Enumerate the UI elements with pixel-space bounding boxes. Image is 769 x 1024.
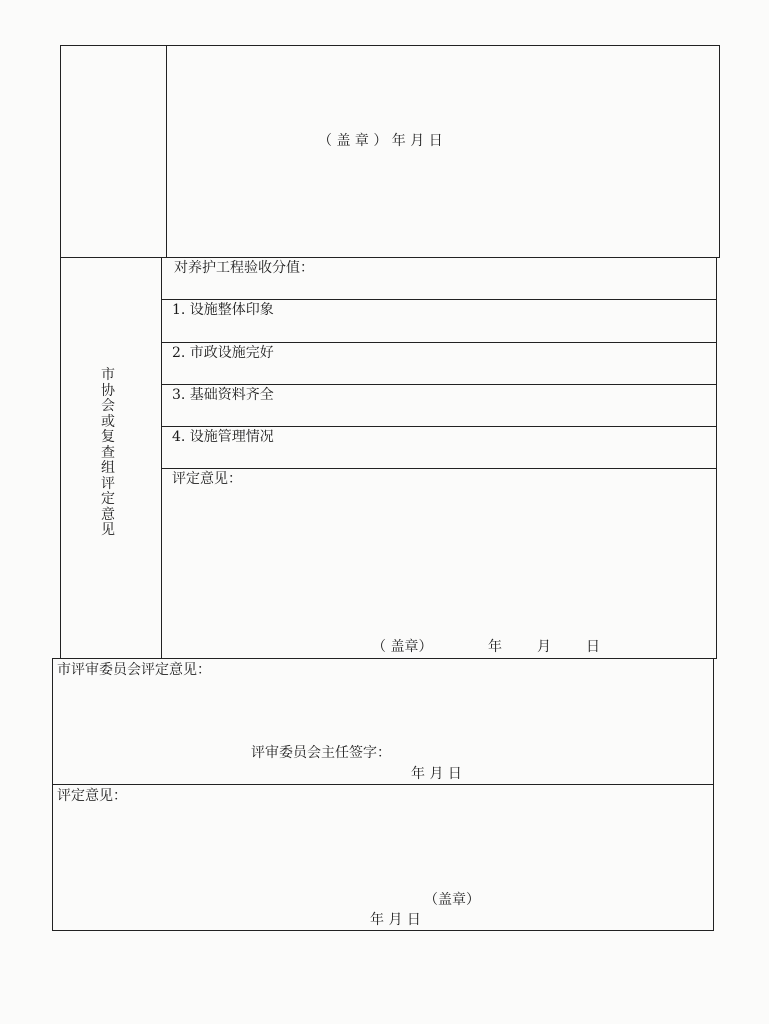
section2-day: 日 (586, 639, 600, 655)
section2-year: 年 (488, 639, 502, 655)
side-label-char: 意 (101, 506, 115, 523)
side-label-char: 协 (101, 382, 115, 399)
table-border-right-lower (713, 658, 714, 931)
table-border-top (60, 45, 720, 46)
score-item-1: 1. 设施整体印象 (172, 302, 274, 318)
section2-month: 月 (537, 639, 551, 655)
row-divider-5 (161, 468, 717, 469)
committee-signature-label: 评审委员会主任签字： (251, 745, 391, 761)
final-opinion-heading: 评定意见： (57, 788, 127, 804)
side-label-char: 或 (101, 413, 115, 430)
score-heading: 对养护工程验收分值： (174, 260, 314, 276)
row-divider-3 (161, 384, 717, 385)
side-label-char: 评 (101, 475, 115, 492)
row-divider-1 (161, 299, 717, 300)
section1-stamp-date: （ 盖 章 ） 年 月 日 (318, 133, 443, 149)
section2-stamp: （ 盖章） (372, 639, 433, 655)
committee-date: 年 月 日 (411, 766, 462, 782)
side-label-vertical (98, 368, 118, 539)
score-item-2: 2. 市政设施完好 (172, 345, 274, 361)
final-stamp: （盖章） (424, 892, 480, 908)
row-divider-2 (161, 342, 717, 343)
row-divider-4 (161, 426, 717, 427)
side-label-char: 定 (101, 491, 115, 507)
committee-heading: 市评审委员会评定意见： (57, 662, 211, 678)
side-label-char: 市 (101, 367, 115, 383)
score-item-3: 3. 基础资料齐全 (172, 387, 274, 403)
side-label-char: 复 (101, 429, 115, 445)
table-border-right-upper (719, 45, 720, 258)
divider-section3-bottom (52, 784, 714, 785)
table-border-bottom (52, 930, 714, 931)
side-label-char: 会 (101, 398, 115, 414)
divider-section1-bottom (60, 257, 719, 258)
table-border-left-upper (60, 45, 61, 658)
side-label-char: 见 (101, 522, 115, 538)
table-border-right-middle (716, 257, 717, 658)
final-date: 年 月 日 (370, 912, 421, 928)
opinion-label: 评定意见： (172, 471, 242, 487)
score-item-4: 4. 设施管理情况 (172, 429, 274, 445)
column-divider-lower (161, 257, 162, 658)
table-border-left-lower (52, 658, 53, 931)
divider-section2-bottom (53, 658, 717, 659)
column-divider-upper (166, 45, 167, 258)
side-label-char: 查 (101, 444, 115, 461)
side-label-char: 组 (101, 460, 115, 476)
